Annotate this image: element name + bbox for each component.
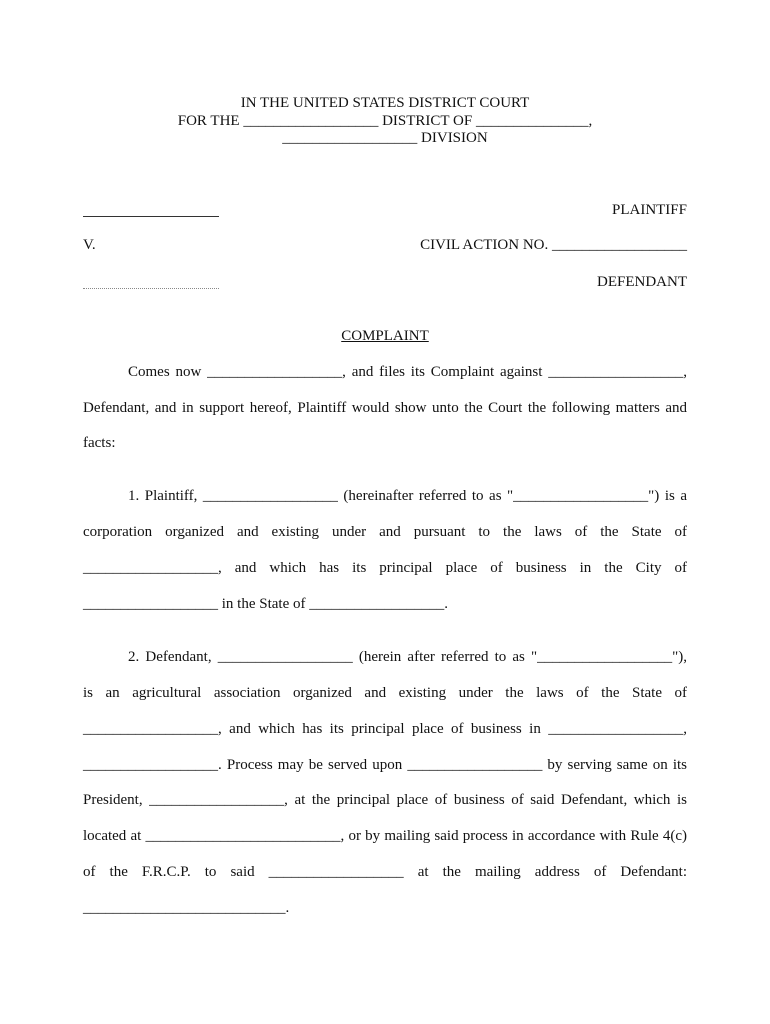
document-title (83, 327, 687, 345)
paragraph2-line-5: President, __________________, at the principal place of business of said Defendant, which is (83, 792, 687, 808)
header-line-division: __________________ DIVISION (282, 130, 488, 146)
intro-line-3: facts: (83, 435, 116, 451)
civil-action-number: CIVIL ACTION NO. __________________ (420, 237, 687, 253)
versus-label: V. (83, 237, 96, 253)
paragraph1-line-4: __________________ in the State of __________________. (83, 596, 448, 612)
paragraph2-line-1: 2. Defendant, __________________ (herein after referred to as "__________________"), (128, 649, 687, 665)
paragraph2-line-8: ___________________________. (83, 900, 290, 916)
paragraph1-line-1: 1. Plaintiff, __________________ (hereinafter referred to as "__________________") is a (128, 488, 687, 504)
paragraph2-line-3: __________________, and which has its principal place of business in __________________, (83, 721, 687, 737)
complaint-title: COMPLAINT (341, 328, 429, 344)
defendant-label: DEFENDANT (597, 274, 687, 290)
paragraph1-line-3: __________________, and which has its principal place of business in the City of (83, 560, 687, 576)
header-line-court: IN THE UNITED STATES DISTRICT COURT (240, 95, 530, 111)
intro-line-2: Defendant, and in support hereof, Plaintiff would show unto the Court the following matters and (83, 400, 687, 416)
paragraph1-line-2: corporation organized and existing under and pursuant to the laws of the State of (83, 524, 687, 540)
paragraph2-line-7: of the F.R.C.P. to said __________________ at the mailing address of Defendant: (83, 864, 687, 880)
header-line-district: FOR THE __________________ DISTRICT OF _______________, (177, 113, 593, 129)
paragraph2-line-2: is an agricultural association organized and existing under the laws of the State of (83, 685, 687, 701)
intro-line-1: Comes now __________________, and files its Complaint against __________________, (128, 364, 687, 380)
paragraph2-line-4: __________________. Process may be served upon __________________ by serving same on its (83, 757, 687, 773)
plaintiff-label: PLAINTIFF (611, 202, 687, 218)
paragraph2-line-6: located at __________________________, or by mailing said process in accordance with Rule 4(c) (83, 828, 687, 844)
